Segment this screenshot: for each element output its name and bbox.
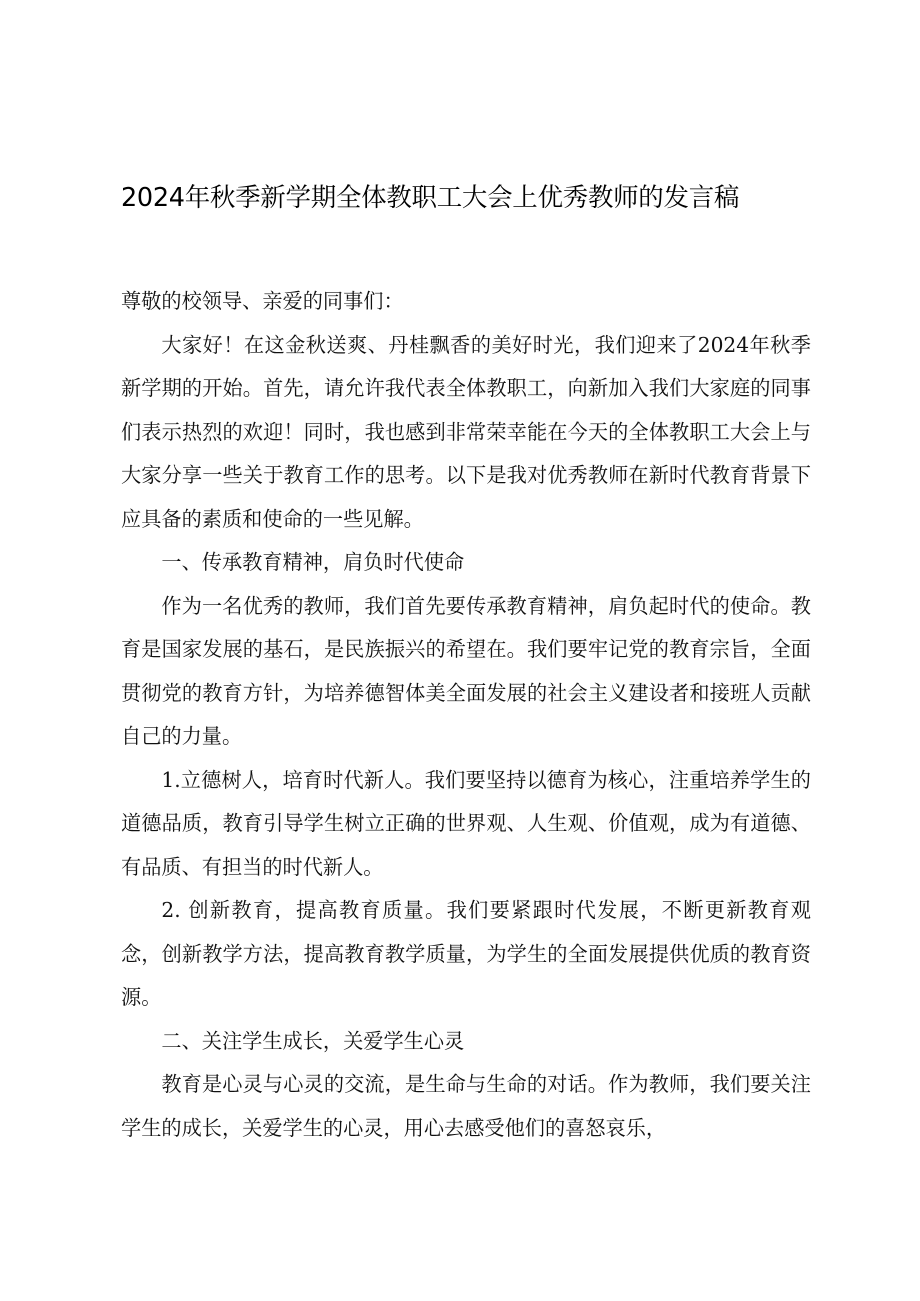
paragraph-point-1: 1.立德树人，培育时代新人。我们要坚持以德育为核心，注重培养学生的道德品质，教育引导学生树立正确的世界观、人生观、价值观，成为有道德、有品质、有担当的时代新人。 — [121, 767, 811, 879]
paragraph-opening: 大家好！在这金秋送爽、丹桂飘香的美好时光，我们迎来了2024年秋季新学期的开始。首先，请允许我代表全体教职工，向新加入我们大家庭的同事们表示热烈的欢迎！同时，我也感到非常荣幸能在今天的全体教职工大会上与大家分享一些关于教育工作的思考。以下是我对优秀教师在新时代教育背景下应具备的素质和使命的一些见解。 — [121, 332, 811, 531]
paragraph-point-2: 2. 创新教育，提高教育质量。我们要紧跟时代发展，不断更新教育观念，创新教学方法，提高教育教学质量，为学生的全面发展提供优质的教育资源。 — [121, 898, 811, 1009]
document-body — [121, 280, 811, 1150]
section-heading-2: 二、关注学生成长，关爱学生心灵 — [161, 1028, 465, 1053]
section-heading-1: 一、传承教育精神，肩负时代使命 — [161, 550, 465, 574]
salutation: 尊敬的校领导、亲爱的同事们： — [121, 289, 404, 313]
paragraph-section-2: 教育是心灵与心灵的交流，是生命与生命的对话。作为教师，我们要关注学生的成长，关爱学生的心灵，用心去感受他们的喜怒哀乐， — [121, 1072, 811, 1140]
document-title: 2024年秋季新学期全体教职工大会上优秀教师的发言稿 — [121, 183, 740, 213]
paragraph-section-1: 作为一名优秀的教师，我们首先要传承教育精神，肩负起时代的使命。教育是国家发展的基石，是民族振兴的希望在。我们要牢记党的教育宗旨，全面贯彻党的教育方针，为培养德智体美全面发展的社会主义建设者和接班人贡献自己的力量。 — [121, 593, 811, 748]
